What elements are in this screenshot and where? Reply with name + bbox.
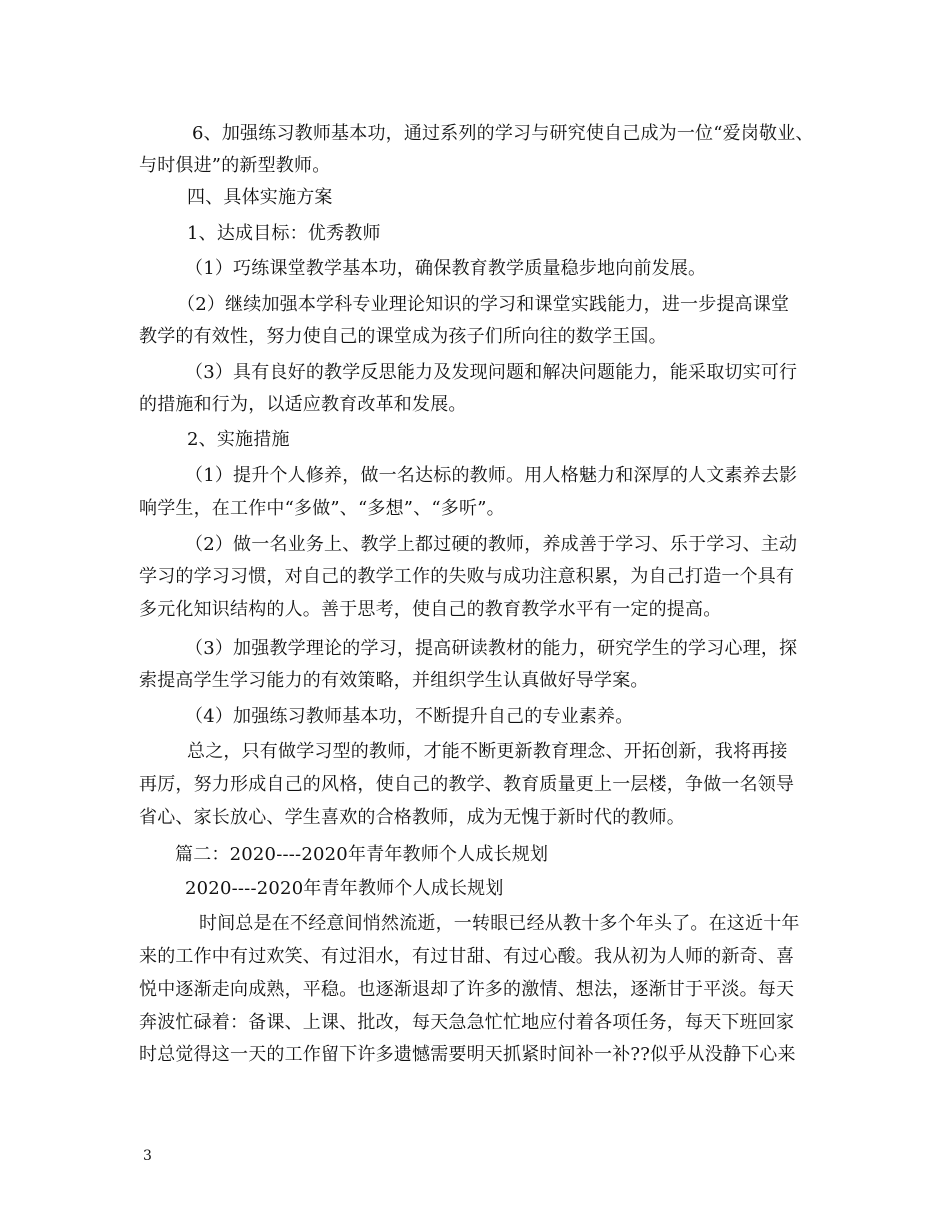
text-line: （2）继续加强本学科专业理论知识的学习和课堂实践能力，进一步提高课堂 [177, 294, 790, 315]
text-line: （1）提升个人修养，做一名达标的教师。用人格魅力和深厚的人文素养去影 [185, 465, 798, 486]
text-line: 与时俱进”的新型教师。 [139, 155, 331, 176]
text-line: 来的工作中有过欢笑、有过泪水，有过甘甜、有过心酸。我从初为人师的新奇、喜 [139, 946, 795, 967]
text-line: 6、加强练习教师基本功，通过系列的学习与研究使自己成为一位“爱岗敬业、 [192, 123, 814, 144]
text-line: （1）巧练课堂教学基本功，确保教育教学质量稳步地向前发展。 [185, 258, 707, 279]
text-line: 省心、家长放心、学生喜欢的合格教师，成为无愧于新时代的教师。 [139, 807, 685, 828]
subsection-heading: 2、实施措施 [187, 429, 290, 450]
text-line: 再厉，努力形成自己的风格，使自己的教学、教育质量更上一层楼，争做一名领导 [139, 774, 795, 795]
text-line: 的措施和行为，以适应教育改革和发展。 [139, 394, 467, 415]
text-line: 奔波忙碌着：备课、上课、批改，每天急急忙忙地应付着各项任务，每天下班回家 [139, 1012, 795, 1033]
text-line: （3）加强教学理论的学习，提高研读教材的能力，研究学生的学习心理，探 [185, 638, 798, 659]
text-line: 时间总是在不经意间悄然流逝，一转眼已经从教十多个年头了。在这近十年 [199, 913, 800, 934]
article-heading: 篇二：2020----2020年青年教师个人成长规划 [175, 844, 549, 865]
page-number: 3 [143, 1148, 152, 1164]
text-line: 时总觉得这一天的工作留下许多遗憾需要明天抓紧时间补一补??似乎从没静下心来 [139, 1044, 796, 1065]
text-line: 总之，只有做学习型的教师，才能不断更新教育理念、开拓创新，我将再接 [187, 741, 788, 762]
text-line: 悦中逐渐走向成熟，平稳。也逐渐退却了许多的激情、想法，逐渐甘于平淡。每天 [139, 979, 795, 1000]
text-line: 索提高学生学习能力的有效策略，并组织学生认真做好导学案。 [139, 670, 649, 691]
text-line: 教学的有效性，努力使自己的课堂成为孩子们所向往的数学王国。 [139, 326, 667, 347]
text-line: 响学生，在工作中“多做”、“多想”、“多听”。 [139, 498, 505, 519]
article-title: 2020----2020年青年教师个人成长规划 [185, 878, 504, 899]
text-line: 多元化知识结构的人。善于思考，使自己的教育教学水平有一定的提高。 [139, 599, 722, 620]
text-line: （4）加强练习教师基本功，不断提升自己的专业素养。 [185, 706, 634, 727]
text-line: 学习的学习习惯，对自己的教学工作的失败与成功注意积累，为自己打造一个具有 [139, 566, 795, 587]
section-heading: 四、具体实施方案 [187, 187, 333, 208]
text-line: （2）做一名业务上、教学上都过硬的教师，养成善于学习、乐于学习、主动 [185, 534, 798, 555]
subsection-heading: 1、达成目标：优秀教师 [187, 223, 381, 244]
text-line: （3）具有良好的教学反思能力及发现问题和解决问题能力，能采取切实可行 [185, 362, 798, 383]
